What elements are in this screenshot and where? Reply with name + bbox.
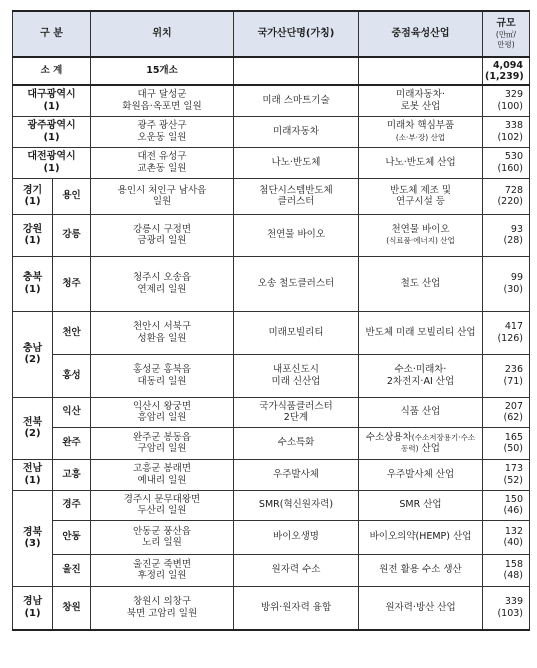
complex-line: 국가식품클러스터 bbox=[259, 400, 333, 412]
region-name: 경남 bbox=[22, 596, 43, 608]
industry-line: 수소상용차 bbox=[365, 431, 412, 443]
complex-line: 내포신도시 bbox=[273, 364, 319, 375]
location-cell bbox=[91, 214, 234, 256]
complex-cell: 방위·원자력 융합 bbox=[234, 586, 359, 630]
location-line: 고흥군 봉래면 bbox=[132, 463, 192, 474]
total-size-area: 4,094 bbox=[492, 59, 523, 71]
size-area: 338 bbox=[504, 120, 523, 131]
location-line: 대동리 일원 bbox=[137, 375, 187, 387]
industry-line: 로봇 산업 bbox=[400, 100, 441, 112]
location-cell bbox=[91, 520, 234, 554]
location-cell bbox=[91, 147, 234, 178]
table-row bbox=[13, 490, 530, 520]
location-cell bbox=[91, 397, 234, 427]
size-cell bbox=[483, 490, 530, 520]
size-cell bbox=[483, 459, 530, 490]
location-line: 안동군 풍산읍 bbox=[132, 525, 192, 537]
industry-line: 미래차 핵심부품 bbox=[386, 120, 455, 131]
industry-line: 산업 bbox=[418, 443, 440, 454]
region-count: (1) bbox=[24, 474, 41, 486]
complex-cell bbox=[234, 354, 359, 397]
header-division: 구 분 bbox=[13, 11, 91, 57]
region-cell bbox=[13, 397, 53, 459]
header-size-unit-1: (만㎡/ bbox=[495, 29, 517, 39]
region-cell bbox=[13, 459, 53, 490]
region-cell bbox=[13, 311, 53, 397]
city-cell: 창원 bbox=[53, 586, 91, 630]
complex-line: 미래 신산업 bbox=[271, 375, 321, 387]
region-count: (1) bbox=[24, 607, 41, 619]
location-line: 광주 광산구 bbox=[137, 120, 187, 131]
location-cell bbox=[91, 116, 234, 147]
location-line: 북면 고암리 일원 bbox=[126, 607, 198, 619]
location-line: 청주시 오송읍 bbox=[132, 272, 192, 283]
complex-cell bbox=[234, 178, 359, 214]
region-count: (1) bbox=[43, 131, 60, 143]
region-name: 충북 bbox=[22, 272, 43, 283]
region-cell bbox=[13, 256, 53, 311]
size-pyeong: (52) bbox=[503, 474, 523, 486]
table-row bbox=[13, 214, 530, 256]
region-cell bbox=[13, 490, 53, 586]
complex-cell: 나노·반도체 bbox=[234, 147, 359, 178]
header-size bbox=[483, 11, 530, 57]
header-complex: 국가산단명(가칭) bbox=[234, 11, 359, 57]
size-area: 165 bbox=[504, 431, 523, 443]
city-cell: 청주 bbox=[53, 256, 91, 311]
size-pyeong: (102) bbox=[497, 131, 523, 143]
complex-cell: 미래모빌리티 bbox=[234, 311, 359, 354]
table-row bbox=[13, 397, 530, 427]
location-cell bbox=[91, 554, 234, 586]
industry-cell: SMR 산업 bbox=[359, 490, 483, 520]
city-cell: 안동 bbox=[53, 520, 91, 554]
location-cell bbox=[91, 459, 234, 490]
complex-line: 2단계 bbox=[283, 412, 309, 423]
location-line: 금광리 일원 bbox=[137, 235, 187, 246]
location-line: 경주시 문무대왕면 bbox=[123, 493, 201, 505]
complex-cell: 미래자동차 bbox=[234, 116, 359, 147]
size-cell bbox=[483, 256, 530, 311]
location-line: 용인시 처인구 남사읍 bbox=[117, 184, 207, 196]
size-area: 728 bbox=[504, 184, 523, 196]
region-count: (1) bbox=[24, 283, 41, 295]
region-cell bbox=[13, 178, 53, 214]
industry-cell: 반도체 미래 모빌리티 산업 bbox=[359, 311, 483, 354]
location-cell bbox=[91, 256, 234, 311]
total-complex bbox=[234, 57, 359, 85]
size-cell bbox=[483, 85, 530, 116]
location-line: 성환읍 일원 bbox=[137, 332, 187, 344]
region-count: (1) bbox=[24, 196, 41, 207]
location-cell bbox=[91, 354, 234, 397]
city-cell: 익산 bbox=[53, 397, 91, 427]
location-line: 창원시 의창구 bbox=[132, 596, 192, 608]
industry-cell bbox=[359, 178, 483, 214]
table-row bbox=[13, 586, 530, 630]
region-cell bbox=[13, 586, 53, 630]
location-line: 울진군 죽변면 bbox=[132, 558, 192, 570]
region-cell bbox=[13, 147, 91, 178]
size-area: 417 bbox=[504, 321, 523, 332]
table-row bbox=[13, 311, 530, 354]
location-cell bbox=[91, 311, 234, 354]
size-area: 99 bbox=[510, 272, 523, 283]
size-pyeong: (160) bbox=[497, 162, 523, 174]
header-row bbox=[13, 11, 530, 57]
size-cell bbox=[483, 586, 530, 630]
complex-line: 첨단시스템반도체 bbox=[259, 184, 333, 196]
location-line: 두산리 일원 bbox=[137, 505, 187, 516]
complex-cell: 우주발사체 bbox=[234, 459, 359, 490]
industry-line: 천연물 바이오 bbox=[391, 223, 450, 235]
location-line: 홍성군 홍북읍 bbox=[132, 364, 192, 375]
city-cell: 경주 bbox=[53, 490, 91, 520]
region-count: (2) bbox=[24, 428, 41, 439]
region-count: (1) bbox=[43, 162, 60, 174]
region-count: (1) bbox=[24, 235, 41, 246]
size-pyeong: (62) bbox=[503, 412, 523, 423]
industry-line: 연구시설 등 bbox=[396, 196, 445, 207]
total-count: 15개소 bbox=[91, 57, 234, 85]
national-industrial-complex-table bbox=[12, 10, 530, 631]
table-row bbox=[13, 427, 530, 459]
size-pyeong: (100) bbox=[497, 100, 523, 112]
industry-cell bbox=[359, 214, 483, 256]
size-area: 150 bbox=[504, 493, 523, 505]
size-pyeong: (28) bbox=[503, 235, 523, 246]
region-name: 경기 bbox=[22, 184, 43, 196]
region-name: 대전광역시 bbox=[27, 151, 76, 162]
table-row bbox=[13, 116, 530, 147]
location-line: 강릉시 구정면 bbox=[132, 223, 192, 235]
header-size-unit-2: 만평) bbox=[497, 39, 515, 49]
industry-line: 수소·미래차· bbox=[394, 364, 447, 375]
complex-cell: 원자력 수소 bbox=[234, 554, 359, 586]
industry-cell bbox=[359, 354, 483, 397]
region-name: 광주광역시 bbox=[27, 120, 76, 131]
city-cell: 홍성 bbox=[53, 354, 91, 397]
location-line: 교촌동 일원 bbox=[137, 162, 187, 174]
complex-cell: 오송 철도클러스터 bbox=[234, 256, 359, 311]
total-size bbox=[483, 57, 530, 85]
location-line: 예내리 일원 bbox=[137, 474, 187, 486]
location-line: 화원읍·옥포면 일원 bbox=[122, 100, 202, 112]
location-line: 노리 일원 bbox=[142, 537, 182, 548]
location-line: 후정리 일원 bbox=[137, 570, 187, 581]
industry-cell: 우주발사체 산업 bbox=[359, 459, 483, 490]
header-industry: 중점육성산업 bbox=[359, 11, 483, 57]
size-cell bbox=[483, 311, 530, 354]
region-name: 경북 bbox=[22, 526, 43, 538]
region-name: 충남 bbox=[22, 342, 43, 354]
size-pyeong: (30) bbox=[503, 283, 523, 295]
size-cell bbox=[483, 147, 530, 178]
total-size-pyeong: (1,239) bbox=[485, 71, 524, 82]
location-line: 오운동 일원 bbox=[137, 131, 187, 143]
industry-line: 반도체 제조 및 bbox=[389, 184, 452, 196]
table-row bbox=[13, 459, 530, 490]
region-count: (1) bbox=[43, 100, 60, 112]
region-count: (3) bbox=[24, 538, 41, 549]
size-cell bbox=[483, 178, 530, 214]
location-line: 천안시 서북구 bbox=[132, 321, 192, 332]
total-industry bbox=[359, 57, 483, 85]
size-area: 207 bbox=[504, 400, 523, 412]
size-pyeong: (220) bbox=[497, 196, 523, 207]
industry-cell: 원전 활용 수소 생산 bbox=[359, 554, 483, 586]
location-line: 대구 달성군 bbox=[137, 89, 187, 101]
industry-cell: 원자력·방산 산업 bbox=[359, 586, 483, 630]
complex-line: 클러스터 bbox=[277, 196, 315, 207]
size-area: 329 bbox=[504, 89, 523, 101]
complex-cell: SMR(혁신원자력) bbox=[234, 490, 359, 520]
industry-line-small: 동력) bbox=[401, 444, 419, 453]
city-cell: 용인 bbox=[53, 178, 91, 214]
complex-cell: 바이오생명 bbox=[234, 520, 359, 554]
size-cell bbox=[483, 554, 530, 586]
size-pyeong: (48) bbox=[503, 570, 523, 581]
region-cell bbox=[13, 116, 91, 147]
industry-cell: 식품 산업 bbox=[359, 397, 483, 427]
size-area: 132 bbox=[504, 525, 523, 537]
complex-cell bbox=[234, 397, 359, 427]
location-line: 일원 bbox=[152, 196, 172, 207]
industry-cell bbox=[359, 85, 483, 116]
location-line: 연제리 일원 bbox=[137, 283, 187, 295]
table-row bbox=[13, 554, 530, 586]
location-line: 구암리 일원 bbox=[137, 443, 187, 454]
size-cell bbox=[483, 520, 530, 554]
industry-line: (소·부·장) 산업 bbox=[395, 132, 446, 142]
size-area: 93 bbox=[510, 223, 523, 235]
industry-cell bbox=[359, 116, 483, 147]
city-cell: 울진 bbox=[53, 554, 91, 586]
location-cell bbox=[91, 178, 234, 214]
table-row bbox=[13, 85, 530, 116]
size-area: 158 bbox=[504, 558, 523, 570]
industry-cell: 철도 산업 bbox=[359, 256, 483, 311]
location-line: 완주군 봉동읍 bbox=[132, 431, 192, 443]
location-line: 흥암리 일원 bbox=[137, 412, 187, 423]
complex-cell: 미래 스마트기술 bbox=[234, 85, 359, 116]
location-cell bbox=[91, 586, 234, 630]
table-row bbox=[13, 256, 530, 311]
size-cell bbox=[483, 354, 530, 397]
industry-cell: 바이오의약(HEMP) 산업 bbox=[359, 520, 483, 554]
region-count: (2) bbox=[24, 354, 41, 365]
region-name: 전남 bbox=[22, 463, 43, 474]
industry-cell bbox=[359, 427, 483, 459]
size-area: 236 bbox=[504, 364, 523, 375]
total-label: 소 계 bbox=[13, 57, 91, 85]
region-name: 대구광역시 bbox=[27, 89, 76, 101]
location-line: 익산시 왕궁면 bbox=[132, 400, 192, 412]
size-cell bbox=[483, 214, 530, 256]
industry-line: 2차전지·AI 산업 bbox=[386, 375, 455, 387]
city-cell: 강릉 bbox=[53, 214, 91, 256]
size-cell bbox=[483, 397, 530, 427]
table-row bbox=[13, 520, 530, 554]
table-row bbox=[13, 147, 530, 178]
size-pyeong: (103) bbox=[497, 607, 523, 619]
table-row bbox=[13, 178, 530, 214]
size-cell bbox=[483, 427, 530, 459]
size-area: 530 bbox=[504, 151, 523, 162]
size-pyeong: (50) bbox=[503, 443, 523, 454]
region-name: 전북 bbox=[22, 416, 43, 428]
industry-line: (식료품·에너지) 산업 bbox=[386, 236, 455, 245]
industry-line-small: (수소저장용기·수소 bbox=[411, 432, 476, 442]
location-cell bbox=[91, 490, 234, 520]
region-cell bbox=[13, 85, 91, 116]
location-cell bbox=[91, 427, 234, 459]
size-pyeong: (40) bbox=[503, 537, 523, 548]
size-cell bbox=[483, 116, 530, 147]
region-cell bbox=[13, 214, 53, 256]
location-cell bbox=[91, 85, 234, 116]
size-area: 173 bbox=[504, 463, 523, 474]
header-location: 위치 bbox=[91, 11, 234, 57]
city-cell: 천안 bbox=[53, 311, 91, 354]
size-area: 339 bbox=[504, 596, 523, 608]
header-size-label: 규모 bbox=[496, 18, 516, 30]
table-row bbox=[13, 354, 530, 397]
total-row bbox=[13, 57, 530, 85]
industry-line: 미래자동차· bbox=[396, 89, 445, 101]
location-line: 대전 유성구 bbox=[137, 151, 187, 162]
complex-cell: 천연물 바이오 bbox=[234, 214, 359, 256]
size-pyeong: (46) bbox=[503, 505, 523, 516]
city-cell: 완주 bbox=[53, 427, 91, 459]
city-cell: 고흥 bbox=[53, 459, 91, 490]
industry-cell: 나노·반도체 산업 bbox=[359, 147, 483, 178]
region-name: 강원 bbox=[22, 223, 43, 235]
complex-cell: 수소특화 bbox=[234, 427, 359, 459]
size-pyeong: (126) bbox=[497, 332, 523, 344]
size-pyeong: (71) bbox=[503, 375, 523, 387]
